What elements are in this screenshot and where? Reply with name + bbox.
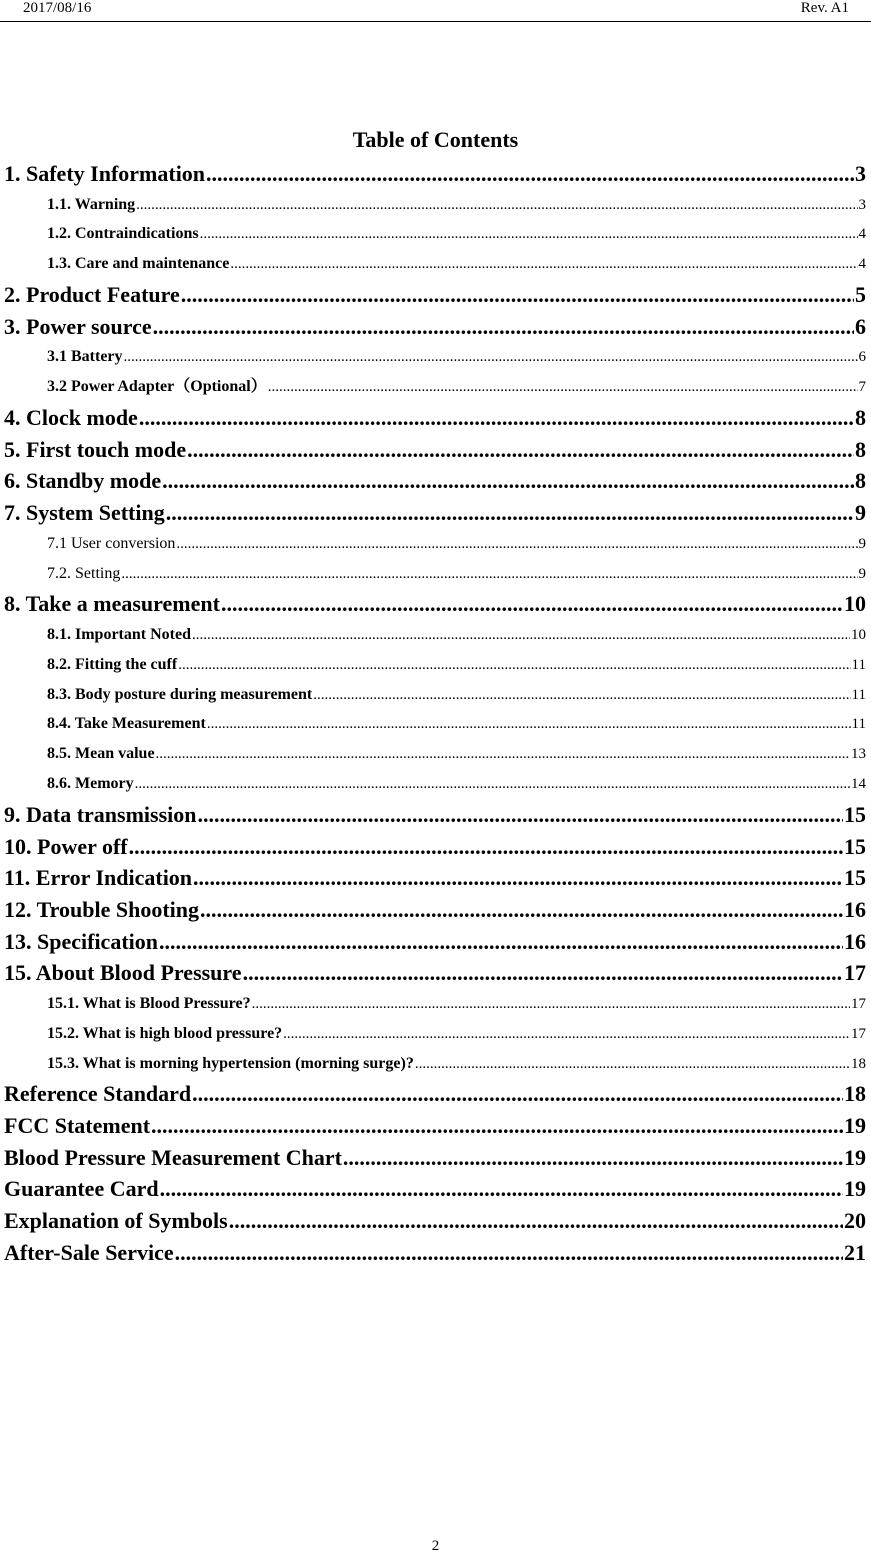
toc-entry-label: 1.2. Contraindications (47, 225, 199, 243)
toc-entry-page: 16 (844, 896, 866, 922)
toc-entry-page: 13 (851, 746, 866, 763)
toc-entry-label: 8.6. Memory (47, 775, 134, 793)
toc-entry-page: 15 (844, 801, 866, 827)
toc-entry-label: 15. About Blood Pressure (4, 960, 242, 986)
toc-entry-label: 15.2. What is high blood pressure? (47, 1024, 283, 1042)
toc-leader-dots (187, 434, 854, 465)
toc-entry-label: 13. Specification (4, 928, 158, 954)
toc-entry-page: 19 (844, 1144, 866, 1170)
toc-entry[interactable] (4, 739, 866, 769)
toc-leader-dots (162, 465, 854, 496)
toc-entry-page: 11 (851, 686, 866, 703)
toc-entry-page: 17 (851, 1025, 866, 1042)
toc-entry-page: 7 (858, 379, 866, 396)
toc-entry-page: 11 (851, 656, 866, 673)
toc-leader-dots (243, 957, 843, 988)
toc-leader-dots (229, 1205, 843, 1236)
toc-entry[interactable] (4, 680, 866, 710)
toc-entry[interactable] (4, 831, 866, 863)
toc-leader-dots (283, 1019, 850, 1049)
toc-entry-label: 8.1. Important Noted (47, 626, 191, 644)
toc-leader-dots (181, 279, 854, 310)
toc-entry[interactable] (4, 588, 866, 620)
toc-entry-label: 8.4. Take Measurement (47, 715, 206, 733)
toc-leader-dots (200, 219, 858, 249)
toc-entry-label: 3.1 Battery (47, 348, 123, 366)
toc-entry-page: 8 (855, 468, 866, 494)
toc-leader-dots (139, 402, 854, 433)
toc-entry[interactable] (4, 1019, 866, 1049)
page-number: 2 (431, 1538, 440, 1554)
toc-leader-dots (121, 559, 857, 589)
toc-leader-dots (136, 190, 857, 220)
toc-entry-label: FCC Statement (4, 1113, 151, 1139)
toc-entry-label: 1. Safety Information (4, 161, 206, 186)
toc-entry[interactable] (4, 620, 866, 650)
toc-leader-dots (156, 739, 850, 769)
toc-leader-dots (268, 372, 858, 402)
page-header (0, 0, 871, 22)
toc-entry[interactable] (4, 529, 866, 559)
toc-entry-page: 9 (855, 500, 866, 526)
toc-entry-page: 17 (851, 995, 866, 1012)
toc-entry[interactable] (4, 799, 866, 831)
toc-entry-page: 9 (858, 535, 866, 552)
toc-leader-dots (200, 894, 843, 925)
toc-entry[interactable] (4, 1078, 866, 1110)
toc-entry-label: 8. Take a measurement (4, 591, 220, 617)
toc-entry-page: 14 (851, 776, 866, 793)
toc-entry[interactable] (4, 862, 866, 894)
toc-entry[interactable] (4, 190, 866, 220)
toc-leader-dots (192, 1078, 843, 1109)
toc-entry-label: Guarantee Card (4, 1176, 159, 1202)
toc-entry[interactable] (4, 894, 866, 926)
toc-leader-dots (252, 989, 850, 1019)
toc-leader-dots (124, 342, 858, 372)
toc-entry-page: 21 (844, 1239, 866, 1265)
toc-entry-label: 7.1 User conversion (47, 534, 176, 552)
toc-entry-label: 7. System Setting (4, 500, 165, 526)
toc-entry-page: 18 (844, 1081, 866, 1107)
toc-entry[interactable] (4, 926, 866, 958)
toc-entry-page: 4 (858, 256, 866, 273)
toc-entry-page: 6 (858, 349, 866, 366)
toc-entry-label: Explanation of Symbols (4, 1208, 228, 1234)
toc-entry[interactable] (4, 1205, 866, 1237)
toc-entry[interactable] (4, 279, 866, 311)
toc-entry-label: 3.2 Power Adapter（Optional） (47, 378, 267, 396)
toc-leader-dots (159, 926, 843, 957)
toc-entry[interactable] (4, 1142, 866, 1174)
toc-entry[interactable] (4, 1173, 866, 1205)
toc-entry-label: 5. First touch mode (4, 436, 187, 462)
toc-entry-label: 8.5. Mean value (47, 745, 155, 763)
toc-entry-page: 15 (844, 865, 866, 891)
toc-entry-page: 19 (844, 1176, 866, 1202)
toc-entry[interactable] (4, 650, 866, 680)
toc-entry[interactable] (4, 957, 866, 989)
toc-entry-page: 18 (851, 1055, 866, 1072)
header-date: 2017/08/16 (23, 0, 92, 16)
toc-leader-dots (343, 1142, 843, 1173)
toc-entry-label: 8.2. Fitting the cuff (47, 655, 178, 673)
toc-entry-label: 15.1. What is Blood Pressure? (47, 994, 251, 1012)
toc-leader-dots (175, 1237, 843, 1268)
toc-leader-dots (151, 1110, 843, 1141)
toc-entry-label: 3. Power source (4, 313, 152, 339)
toc-leader-dots (193, 862, 843, 893)
toc-entry-label: After-Sale Service (4, 1239, 174, 1265)
toc-leader-dots (230, 249, 857, 279)
toc-leader-dots (135, 769, 850, 799)
toc-entry-page: 10 (844, 591, 866, 617)
toc-entry[interactable] (4, 311, 866, 343)
toc-entry-label: 8.3. Body posture during measurement (47, 685, 313, 703)
toc-entry-page: 3 (855, 161, 866, 186)
toc-entry-label: 6. Standby mode (4, 468, 162, 494)
toc-entry[interactable] (4, 434, 866, 466)
toc-leader-dots (207, 709, 851, 739)
toc-entry-page: 17 (844, 960, 866, 986)
toc-entry-page: 19 (844, 1113, 866, 1139)
toc-entry[interactable] (4, 219, 866, 249)
toc-leader-dots (192, 620, 850, 650)
toc-leader-dots (221, 588, 843, 619)
toc-entry[interactable] (4, 709, 866, 739)
toc-entry[interactable] (4, 465, 866, 497)
toc-entry[interactable] (4, 372, 866, 402)
toc-leader-dots (160, 1173, 843, 1204)
toc-entry-page: 16 (844, 928, 866, 954)
toc-entry-page: 15 (844, 833, 866, 859)
toc-entry[interactable] (4, 497, 866, 529)
toc-leader-dots (313, 680, 850, 710)
toc-entry[interactable] (4, 1237, 866, 1269)
toc-entry-label: 12. Trouble Shooting (4, 896, 200, 922)
toc-entry[interactable] (4, 402, 866, 434)
toc-entry-page: 5 (855, 282, 866, 308)
toc-entry-page: 6 (855, 313, 866, 339)
toc-title: Table of Contents (352, 127, 519, 152)
toc-entry-page: 8 (855, 436, 866, 462)
toc-leader-dots (178, 650, 850, 680)
toc-entry[interactable] (4, 769, 866, 799)
toc-leader-dots (415, 1049, 850, 1079)
toc-entry-page: 20 (844, 1208, 866, 1234)
toc-entry-label: 15.3. What is morning hypertension (morning surge)? (47, 1054, 414, 1072)
header-revision: Rev. A1 (800, 0, 849, 16)
toc-entry[interactable] (4, 158, 866, 190)
toc-entry-label: 2. Product Feature (4, 282, 180, 308)
toc-entry[interactable] (4, 989, 866, 1019)
toc-entry-page: 9 (858, 565, 866, 582)
toc-entry-label: 11. Error Indication (4, 865, 193, 891)
toc-entry-label: 1.1. Warning (47, 195, 136, 213)
table-of-contents (4, 158, 866, 1269)
toc-entry-label: 9. Data transmission (4, 801, 197, 827)
toc-entry-label: Blood Pressure Measurement Chart (4, 1144, 342, 1170)
toc-entry-page: 11 (851, 716, 866, 733)
toc-entry-label: 10. Power off (4, 833, 128, 859)
toc-entry-page: 10 (851, 627, 866, 644)
toc-entry[interactable] (4, 1049, 866, 1079)
toc-entry-label: Reference Standard (4, 1081, 192, 1107)
toc-leader-dots (129, 831, 843, 862)
toc-leader-dots (153, 311, 854, 342)
toc-entry-page: 8 (855, 405, 866, 431)
toc-entry-page: 3 (858, 196, 866, 213)
toc-leader-dots (198, 799, 843, 830)
toc-entry-label: 4. Clock mode (4, 405, 138, 431)
toc-leader-dots (206, 158, 854, 189)
toc-entry[interactable] (4, 1110, 866, 1142)
toc-entry[interactable] (4, 559, 866, 589)
toc-entry-label: 7.2. Setting (47, 564, 121, 582)
toc-leader-dots (176, 529, 857, 559)
toc-leader-dots (166, 497, 854, 528)
toc-entry-label: 1.3. Care and maintenance (47, 255, 230, 273)
toc-entry-page: 4 (858, 226, 866, 243)
toc-entry[interactable] (4, 249, 866, 279)
toc-entry[interactable] (4, 342, 866, 372)
